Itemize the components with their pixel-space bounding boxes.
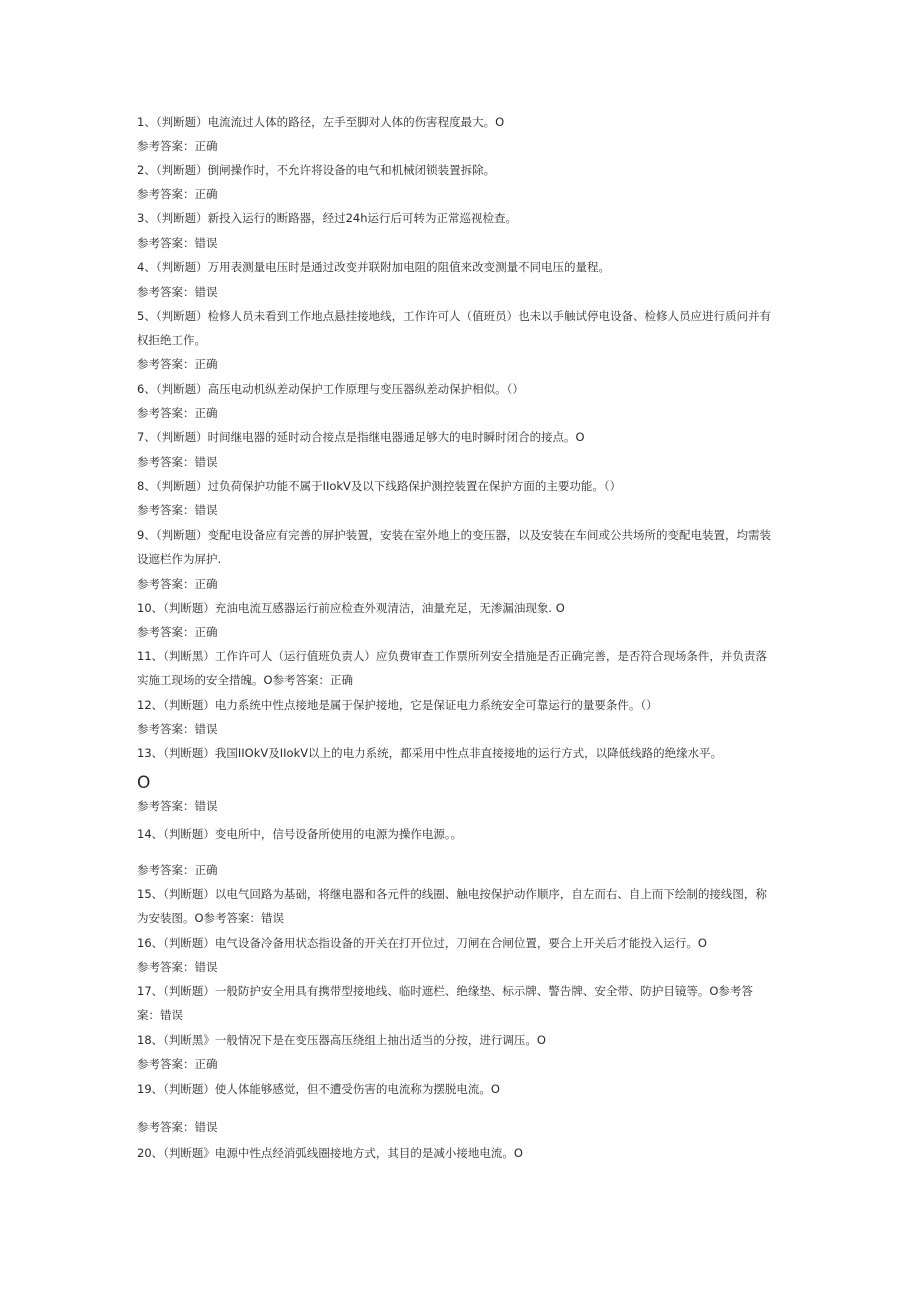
question-line: 5、（判断题）检修人员未看到工作地点悬挂接地线，工作许可人（值班员）也未以手触试停电设备、检修人员应进行质问并有: [137, 309, 772, 323]
answer-line: 参考答案：正确: [137, 187, 218, 201]
answer-line: 参考答案：正确: [137, 1057, 218, 1071]
question-line: 7、（判断题）时间继电器的延时动合接点是指继电器通足够大的电时瞬时闭合的接点。O: [137, 430, 585, 444]
question-line: 8、（判断题）过负荷保护功能不属于IIokV及以下线路保护测控装置在保护方面的主要功能。（）: [137, 479, 622, 493]
question-line: 11、（判断黑）工作许可人（运行值班负责人）应负费审查工作票所列安全措施是否正确完善，是否符合现场条件，并负责落: [137, 649, 767, 663]
answer-line: 参考答案：错误: [137, 722, 218, 736]
question-line: 19、（判断题）使人体能够感觉，但不遭受伤害的电流称为摆脱电流。O: [137, 1082, 500, 1096]
question-line: 10、（判断题）充油电流互感器运行前应检查外观清洁，油量充足，无渗漏油现象. O: [137, 601, 565, 615]
answer-line: 参考答案：错误: [137, 503, 218, 517]
question-line: 16、（判断题）电气设备冷备用状态指设备的开关在打开位过，刀闸在合闸位置，要合上开关后才能投入运行。O: [137, 936, 707, 950]
question-line: 设遮栏作为屏护.: [137, 552, 222, 566]
question-line: 6、（判断题）高压电动机纵差动保护工作原理与变压器纵差动保护相似。（）: [137, 382, 524, 396]
answer-line: 参考答案：正确: [137, 139, 218, 153]
question-line: 1、（判断题）电流流过人体的路径，左手至脚对人体的伤害程度最大。O: [137, 115, 505, 129]
question-line: 12、（判断题）电力系统中性点接地是属于保护接地，它是保证电力系统安全可靠运行的量要条件。（）: [137, 698, 658, 712]
question-line: 案：错误: [137, 1008, 183, 1022]
question-line: 9、（判断题）变配电设备应有完善的屏护装置，安装在室外地上的变压器，以及安装在车间或公共场所的变配电装置，均需装: [137, 528, 772, 542]
answer-line: 参考答案：正确: [137, 577, 218, 591]
answer-line: 参考答案：错误: [137, 960, 218, 974]
question-line: 为安装图。O参考答案：错误: [137, 911, 285, 925]
answer-mark: O: [137, 773, 151, 793]
question-line: 18、（判断黑》一般情况下是在变压器高压绕组上抽出适当的分按，进行调压。O: [137, 1033, 546, 1047]
question-line: 15、（判断题）以电气回路为基础，将继电器和各元件的线圈、触电按保护动作顺序，自左而右、自上而下绘制的接线图，称: [137, 887, 767, 901]
answer-line: 参考答案：错误: [137, 799, 218, 813]
answer-line: 参考答案：正确: [137, 406, 218, 420]
question-line: 2、（判断题）倒闸操作时，不允许将设备的电气和机械闭锁装置拆除。: [137, 163, 496, 177]
answer-line: 参考答案：错误: [137, 1120, 218, 1134]
answer-line: 参考答案：错误: [137, 236, 218, 250]
question-line: 4、（判断题）万用表测量电压时是通过改变并联附加电阻的阻值来改变测量不同电压的量程。: [137, 260, 611, 274]
answer-line: 参考答案：正确: [137, 625, 218, 639]
answer-line: 参考答案：正确: [137, 357, 218, 371]
question-line: 20、（判断题》电源中性点经消弧线圈接地方式，其目的是减小接地电流。O: [137, 1146, 523, 1160]
question-line: 13、（判断题）我国IIOkV及IIokV以上的电力系统，都采用中性点非直接接地的运行方式，以降低线路的绝缘水平。: [137, 746, 723, 760]
question-line: 权拒绝工作。: [137, 333, 206, 347]
question-line: 17、（判断题）一般防护安全用具有携带型接地线、临时遮栏、绝缘垫、标示牌、警告牌、安全带、防护目镜等。O参考答: [137, 984, 753, 998]
question-line: 3、（判断题）新投入运行的断路器，经过24h运行后可转为正常巡视检查。: [137, 211, 517, 225]
question-line: 14、（判断题）变电所中，信号设备所使用的电源为操作电源。。: [137, 827, 463, 841]
answer-line: 参考答案：错误: [137, 455, 218, 469]
answer-line: 参考答案：正确: [137, 863, 218, 877]
question-line: 实施工现场的安全措魄。O参考答案：正确: [137, 673, 354, 687]
answer-line: 参考答案：错误: [137, 285, 218, 299]
